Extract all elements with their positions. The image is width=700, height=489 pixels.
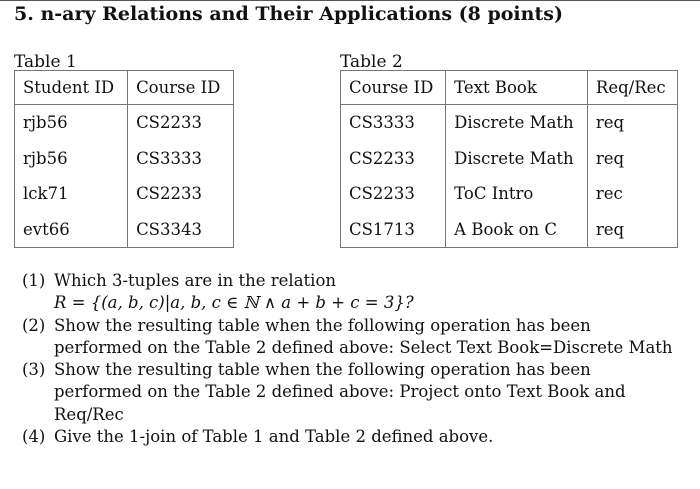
question-text: Give the 1-join of Table 1 and Table 2 defined above. <box>54 427 494 447</box>
table1-cell: CS3333 <box>128 141 234 177</box>
table2-cell: A Book on C <box>446 212 588 248</box>
question-3 <box>22 359 682 426</box>
table2-cell: req <box>587 212 677 248</box>
table1-cell: CS2233 <box>128 176 234 212</box>
table2-header-row <box>341 71 678 105</box>
relation-formula: R = {(a, b, c)|a, b, c ∈ ℕ ∧ a + b + c = 3}? <box>54 293 414 313</box>
table-row <box>341 105 678 141</box>
question-number: (2) <box>22 315 46 335</box>
table1-cell: evt66 <box>15 212 128 248</box>
table-row <box>15 212 234 248</box>
question-1 <box>22 270 682 315</box>
table1-header-row <box>15 71 234 105</box>
top-rule <box>0 0 700 1</box>
question-number: (4) <box>22 427 46 447</box>
table1-cell: rjb56 <box>15 105 128 141</box>
table-row <box>15 141 234 177</box>
table2-cell: req <box>587 141 677 177</box>
question-number: (1) <box>22 271 46 290</box>
table1-header-cell: Student ID <box>15 71 128 105</box>
table2-cell: CS2233 <box>341 176 446 212</box>
table1-cell: CS3343 <box>128 212 234 248</box>
question-2 <box>22 315 682 360</box>
question-text: Which 3-tuples are in the relation <box>54 271 337 290</box>
table2-caption: Table 2 <box>340 52 403 72</box>
table1-cell: CS2233 <box>128 105 234 141</box>
question-text: Show the resulting table when the following operation has been performed on the Table 2 defined above: Project onto Text Book and Req/Rec <box>54 360 626 424</box>
table2 <box>340 70 678 248</box>
table1-caption: Table 1 <box>14 52 77 72</box>
question-4 <box>22 426 682 448</box>
table2-header-cell: Text Book <box>446 71 588 105</box>
table2-header-cell: Course ID <box>341 71 446 105</box>
table2-cell: req <box>587 105 677 141</box>
problem-title: 5. n-ary Relations and Their Applications (8 points) <box>14 3 563 25</box>
table1 <box>14 70 234 248</box>
table2-cell: ToC Intro <box>446 176 588 212</box>
table2-cell: CS2233 <box>341 141 446 177</box>
table-row <box>15 105 234 141</box>
table2-cell: Discrete Math <box>446 105 588 141</box>
table-row <box>341 141 678 177</box>
table-row <box>15 176 234 212</box>
question-number: (3) <box>22 360 46 380</box>
table2-cell: rec <box>587 176 677 212</box>
question-text: Show the resulting table when the following operation has been performed on the Table 2 defined above: Select Text Book=Discrete Math <box>54 315 673 357</box>
table2-cell: CS1713 <box>341 212 446 248</box>
table2-cell: CS3333 <box>341 105 446 141</box>
table1-header-cell: Course ID <box>128 71 234 105</box>
table-row <box>341 212 678 248</box>
question-list <box>22 270 682 448</box>
table1-cell: rjb56 <box>15 141 128 177</box>
table2-header-cell: Req/Rec <box>587 71 677 105</box>
table-row <box>341 176 678 212</box>
table2-cell: Discrete Math <box>446 141 588 177</box>
table1-cell: lck71 <box>15 176 128 212</box>
